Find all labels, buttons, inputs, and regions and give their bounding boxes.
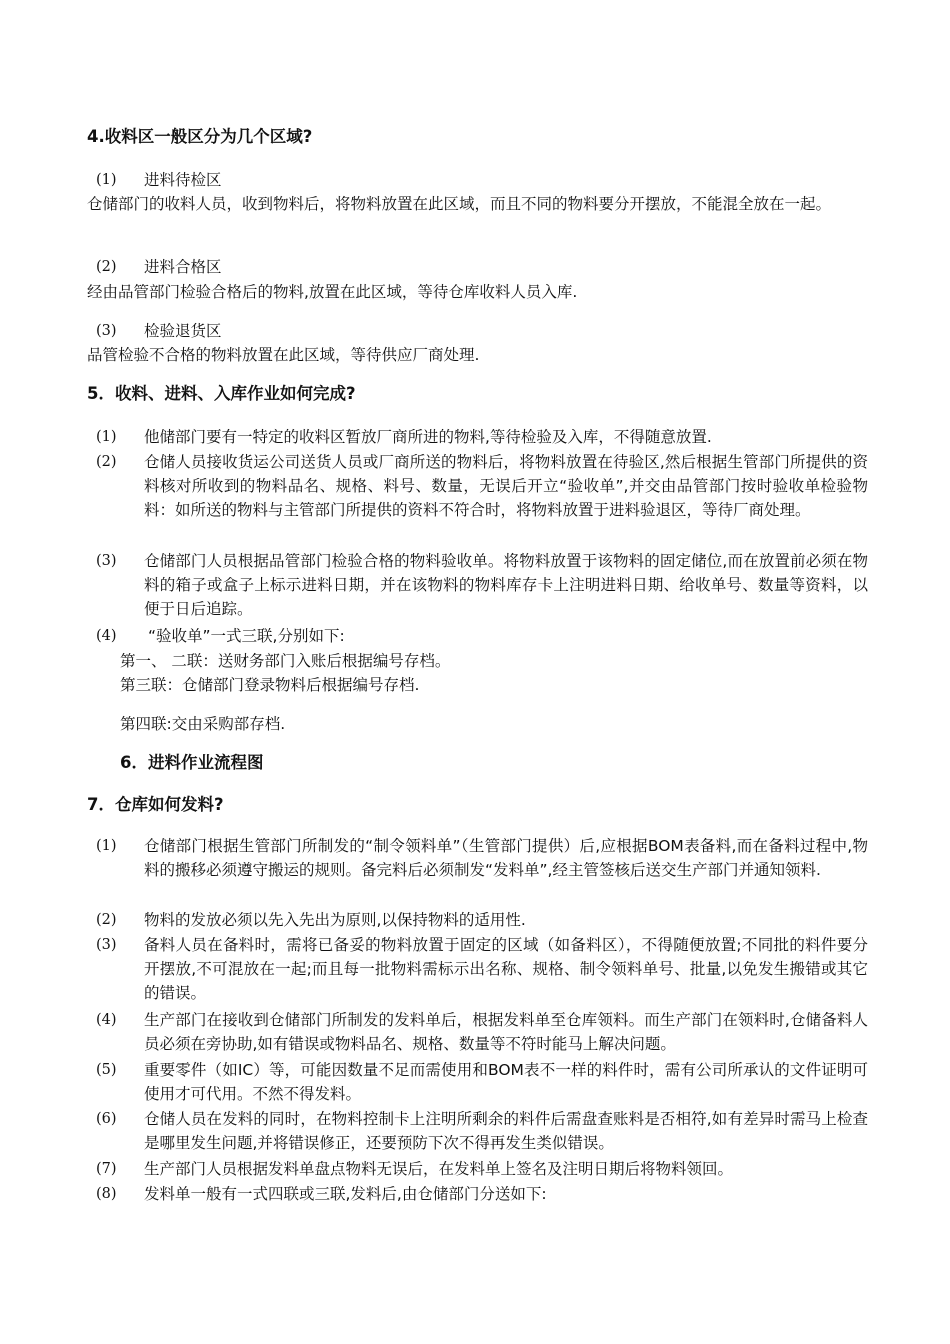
item-number: (2) xyxy=(96,912,117,928)
item-text: 仓储人员接收货运公司送货人员或厂商所送的物料后，将物料放置在待验区,然后根据生管部门所提供的资料核对所收到的物料品名、规格、料号、数量，无误后开立“验收单”,并交由品管部门按时验收单检验物料：如所送的物料与主管部门所提供的资料不符合时，将物料放置于进料验退区，等待厂商处理。 xyxy=(144,453,868,519)
copy-line: 第三联：仓储部门登录物料后根据编号存档. xyxy=(120,676,420,694)
zone-title: 检验退货区 xyxy=(144,322,222,340)
section-6-heading: 6．进料作业流程图 xyxy=(120,753,264,772)
item-number: (7) xyxy=(96,1161,117,1177)
item-text: “验收单”一式三联,分别如下: xyxy=(148,627,345,645)
zone-title: 进料待检区 xyxy=(144,171,222,189)
item-text: 仓储部门根据生管部门所制发的“制令领料单”（生管部门提供）后,应根据BOM表备料,而在备料过程中,物料的搬移必须遵守搬运的规则。备完料后必须制发“发料单”,经主管签核后送交生产部门并通知领料. xyxy=(144,837,868,879)
zone-description: 经由品管部门检验合格后的物料,放置在此区域，等待仓库收料人员入库. xyxy=(87,283,578,301)
item-number: (3) xyxy=(96,323,117,339)
item-number: (5) xyxy=(96,1062,117,1078)
item-text: 生产部门在接收到仓储部门所制发的发料单后，根据发料单至仓库领料。而生产部门在领料时,仓储备料人员必须在旁协助,如有错误或物料品名、规格、数量等不符时能马上解决问题。 xyxy=(144,1011,868,1053)
item-text: 物料的发放必须以先入先出为原则,以保持物料的适用性. xyxy=(144,911,526,929)
item-text: 仓储人员在发料的同时，在物料控制卡上注明所剩余的料件后需盘查账料是否相符,如有差异时需马上检查是哪里发生问题,并将错误修正，还要预防下次不得再发生类似错误。 xyxy=(144,1110,868,1152)
section-4-heading: 4.收料区一般区分为几个区域? xyxy=(87,127,313,146)
zone-description: 品管检验不合格的物料放置在此区域，等待供应厂商处理. xyxy=(87,346,480,364)
item-text: 生产部门人员根据发料单盘点物料无误后，在发料单上签名及注明日期后将物料领回。 xyxy=(144,1160,734,1178)
item-text: 备料人员在备料时，需将已备妥的物料放置于固定的区域（如备料区），不得随便放置;不同批的料件要分开摆放,不可混放在一起;而且每一批物料需标示出名称、规格、制令领料单号、批量,以免发生搬错或其它的错误。 xyxy=(144,936,868,1002)
section-7-heading: 7．仓库如何发料? xyxy=(87,795,224,814)
item-number: (8) xyxy=(96,1186,117,1202)
item-number: (2) xyxy=(96,454,117,470)
zone-description: 仓储部门的收料人员，收到物料后，将物料放置在此区域，而且不同的物料要分开摆放，不能混全放在一起。 xyxy=(87,195,832,213)
item-number: (3) xyxy=(96,553,117,569)
item-text: 他储部门要有一特定的收料区暂放厂商所进的物料,等待检验及入库，不得随意放置. xyxy=(144,428,712,446)
item-number: (2) xyxy=(96,259,117,275)
item-text: 发料单一般有一式四联或三联,发料后,由仓储部门分送如下: xyxy=(144,1185,547,1203)
item-text: 仓储部门人员根据品管部门检验合格的物料验收单。将物料放置于该物料的固定储位,而在放置前必须在物料的箱子或盒子上标示进料日期，并在该物料的物料库存卡上注明进料日期、给收单号、数量等资料，以便于日后追踪。 xyxy=(144,552,868,618)
item-number: (3) xyxy=(96,937,117,953)
copy-line: 第一、 二联：送财务部门入账后根据编号存档。 xyxy=(120,652,451,670)
copy-line: 第四联:交由采购部存档. xyxy=(120,715,286,733)
item-number: (4) xyxy=(96,628,117,644)
item-number: (1) xyxy=(96,429,117,445)
item-number: (6) xyxy=(96,1111,117,1127)
item-number: (4) xyxy=(96,1012,117,1028)
zone-title: 进料合格区 xyxy=(144,258,222,276)
item-text: 重要零件（如IC）等，可能因数量不足而需使用和BOM表不一样的料件时，需有公司所承认的文件证明可使用才可代用。不然不得发料。 xyxy=(144,1061,868,1103)
item-number: (1) xyxy=(96,838,117,854)
section-5-heading: 5．收料、进料、入库作业如何完成? xyxy=(87,384,356,403)
item-number: (1) xyxy=(96,172,117,188)
